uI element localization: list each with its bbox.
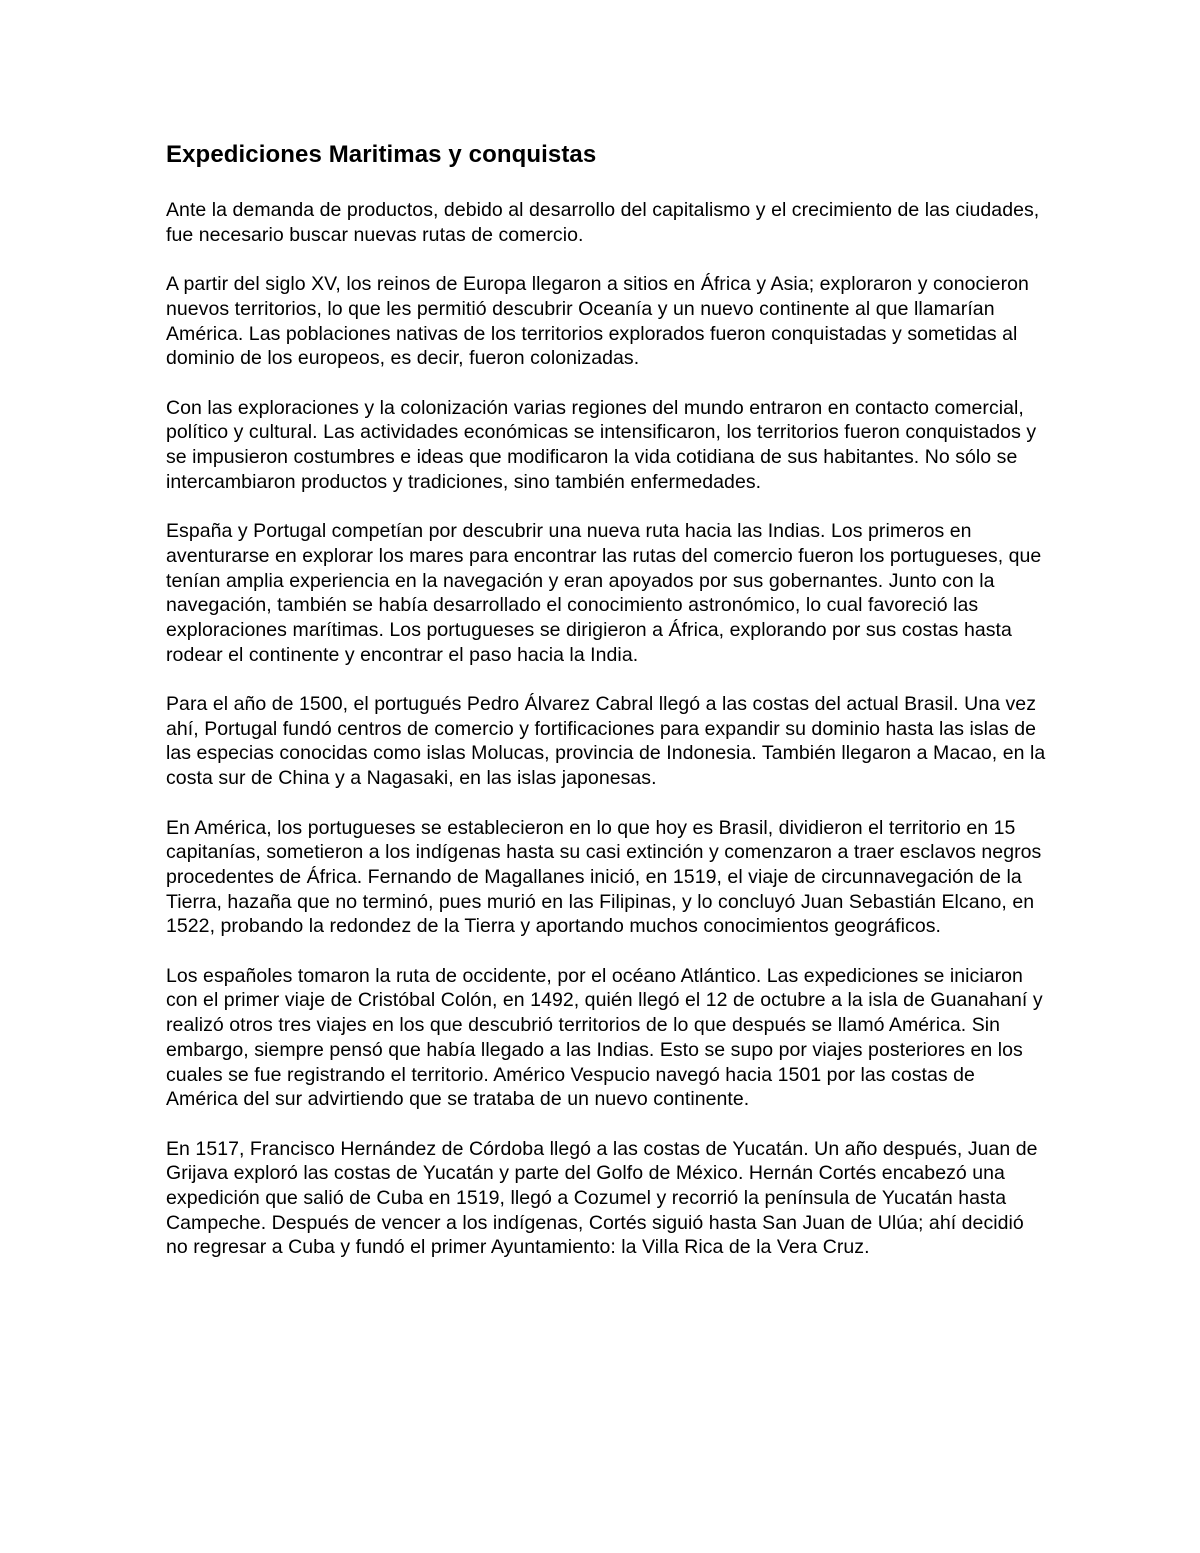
document-body	[166, 138, 1046, 1260]
paragraph-yucatan-cortes: En 1517, Francisco Hernández de Córdoba llegó a las costas de Yucatán. Un año después, Juan de Grijava exploró las costas de Yucatán y parte del Golfo de México. Hernán Cortés encabezó una expedición que salió de Cuba en 1519, llegó a Cozumel y recorrió la península de Yucatán hasta Campeche. Después de vencer a los indígenas, Cortés siguió hasta San Juan de Ulúa; ahí decidió no regresar a Cuba y fundó el primer Ayuntamiento: la Villa Rica de la Vera Cruz.	[166, 1137, 1038, 1259]
paragraph-cabral-brasil: Para el año de 1500, el portugués Pedro Álvarez Cabral llegó a las costas del actual Brasil. Una vez ahí, Portugal fundó centros de comercio y fortificaciones para expandir su dominio hasta las islas de las especias conocidas como islas Molucas, provincia de Indonesia. También llegaron a Macao, en la costa sur de China y a Nagasaki, en las islas japonesas.	[166, 693, 1046, 790]
paragraph-european-expansion: A partir del siglo XV, los reinos de Europa llegaron a sitios en África y Asia; exploraron y conocieron nuevos territorios, lo que les permitió descubrir Oceanía y un nuevo continente al que llamarían América. Las poblaciones nativas de los territorios explorados fueron conquistadas y sometidas al dominio de los europeos, es decir, fueron colonizadas.	[166, 273, 1029, 370]
paragraph-colonization-effects: Con las exploraciones y la colonización varias regiones del mundo entraron en contacto comercial, político y cultural. Las actividades económicas se intensificaron, los territorios fueron conquistados y se impusieron costumbres e ideas que modificaron la vida cotidiana de sus habitantes. No sólo se intercambiaron productos y tradiciones, sino también enfermedades.	[166, 396, 1037, 493]
paragraph-spain-portugal: España y Portugal competían por descubrir una nueva ruta hacia las Indias. Los primeros en aventurarse en explorar los mares para encontrar las rutas del comercio fueron los portugueses, que tenían amplia experiencia en la navegación y eran apoyados por sus gobernantes. Junto con la navegación, también se había desarrollado el conocimiento astronómico, lo cual favoreció las exploraciones marítimas. Los portugueses se dirigieron a África, explorando por sus costas hasta rodear el continente y encontrar el paso hacia la India.	[166, 520, 1042, 666]
paragraph-portugueses-america: En América, los portugueses se establecieron en lo que hoy es Brasil, dividieron el territorio en 15 capitanías, sometieron a los indígenas hasta su casi extinción y comenzaron a traer esclavos negros procedentes de África. Fernando de Magallanes inició, en 1519, el viaje de circunnavegación de la Tierra, hazaña que no terminó, pues murió en las Filipinas, y lo concluyó Juan Sebastián Elcano, en 1522, probando la redondez de la Tierra y aportando muchos conocimientos geográficos.	[166, 816, 1042, 938]
paragraph-espanoles-colon: Los españoles tomaron la ruta de occidente, por el océano Atlántico. Las expediciones se iniciaron con el primer viaje de Cristóbal Colón, en 1492, quién llegó el 12 de octubre a la isla de Guanahaní y realizó otros tres viajes en los que descubrió territorios de lo que después se llamó América. Sin embargo, siempre pensó que había llegado a las Indias. Esto se supo por viajes posteriores en los cuales se fue registrando el territorio. Américo Vespucio navegó hacia 1501 por las costas de América del sur advirtiendo que se trataba de un nuevo continente.	[166, 964, 1043, 1111]
document-title: Expediciones Maritimas y conquistas	[166, 141, 597, 168]
paragraph-demand-routes: Ante la demanda de productos, debido al desarrollo del capitalismo y el crecimiento de las ciudades, fue necesario buscar nuevas rutas de comercio.	[166, 199, 1040, 246]
